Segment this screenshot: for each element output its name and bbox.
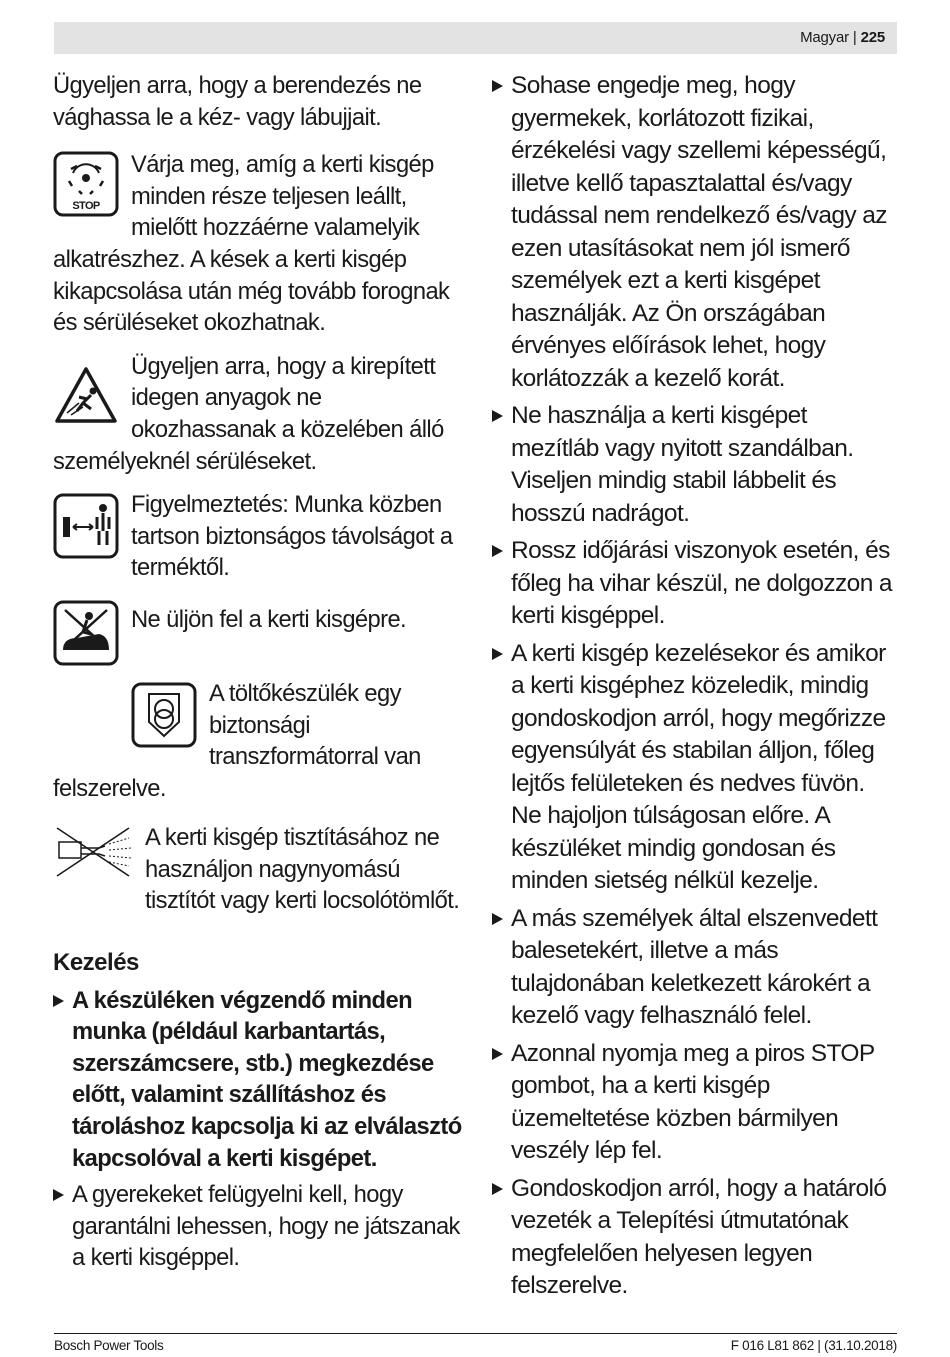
symbol-item-transformer — [53, 678, 463, 804]
bullet-item — [492, 400, 897, 530]
symbol-text-transformer: A töltőkészülék egy biztonsági transzformátorral van felszerelve. — [53, 679, 421, 802]
symbol-text-distance: Figyelmeztetés: Munka közben tartson biztonságos távolságot a terméktől. — [131, 491, 453, 582]
page-header-bar — [54, 22, 897, 54]
left-column — [53, 70, 463, 1279]
stop-rotation-icon — [53, 151, 119, 226]
bullet-item — [492, 1038, 897, 1168]
bullet-item — [53, 985, 463, 1175]
bullet-triangle-icon — [53, 1189, 64, 1201]
symbol-item-debris — [53, 351, 463, 477]
header-separator: | — [848, 29, 861, 46]
footer-doc-code: F 016 L81 862 | (31.10.2018) — [730, 1338, 897, 1353]
bullet-triangle-icon — [492, 410, 503, 422]
no-riding-icon — [53, 600, 119, 675]
symbol-text-debris: Ügyeljen arra, hogy a kirepített idegen anyagok ne okozhassanak a közelében álló személyeknél sérüléseket. — [53, 352, 444, 475]
no-pressure-washer-icon — [53, 826, 133, 887]
bullet-triangle-icon — [492, 1048, 503, 1060]
symbol-item-stop — [53, 149, 463, 339]
symbol-item-distance — [53, 489, 463, 584]
bullet-item — [492, 638, 897, 898]
bullet-triangle-icon — [492, 545, 503, 557]
symbol-text-no-washer: A kerti kisgép tisztításához ne használjon nagynyomású tisztítót vagy kerti locsolótömlőt. — [145, 824, 460, 915]
bullet-text: Ne használja a kerti kisgépet mezítláb vagy nyitott szandálban. Viseljen mindig stabil lábbelit és hosszú nadrágot. — [511, 402, 854, 527]
bullet-triangle-icon — [53, 995, 64, 1007]
symbol-text-no-riding: Ne üljön fel a kerti kisgépre. — [131, 605, 407, 633]
bullet-triangle-icon — [492, 80, 503, 92]
bullet-text: Sohase engedje meg, hogy gyermekek, korlátozott fizikai, érzékelési vagy szellemi képességű, illetve kellő tapasztalattal és/vagy tudással nem rendelkező és/vagy az ezen utasításokat nem jól ismerő személyek ezt a kerti kisgépet használják. Az Ön országában érvényes előírások lehet, hogy korlátozzák a kezelő korát. — [511, 72, 887, 392]
bullet-item — [53, 1179, 463, 1274]
footer-brand: Bosch Power Tools — [54, 1338, 164, 1353]
safety-transformer-icon — [131, 682, 197, 757]
bullet-text: A gyerekeket felügyelni kell, hogy garantálni lehessen, hogy ne játszanak a kerti kisgéppel. — [72, 1181, 460, 1272]
bullet-triangle-icon — [492, 913, 503, 925]
bullet-text: A készüléken végzendő minden munka (például karbantartás, szerszámcsere, stb.) megkezdése előtt, valamint szállításhoz és tároláshoz kapcsolja ki az elválasztó kapcsolóval a kerti kisgépet. — [72, 986, 462, 1172]
symbol-item-no-riding — [53, 604, 463, 670]
bullet-text: Rossz időjárási viszonyok esetén, és főleg ha vihar készül, ne dolgozzon a kerti kisgéppel. — [511, 537, 892, 629]
bullet-item — [492, 535, 897, 633]
header-language: Magyar — [800, 29, 849, 46]
right-column — [492, 70, 897, 1308]
page-number: 225 — [860, 29, 885, 46]
safe-distance-icon — [53, 493, 119, 568]
intro-text: Ügyeljen arra, hogy a berendezés ne vághassa le a kéz- vagy lábujjait. — [53, 72, 422, 131]
bullet-triangle-icon — [492, 1183, 503, 1195]
bullet-text: Azonnal nyomja meg a piros STOP gombot, ha a kerti kisgép üzemeltetése közben bármilyen veszély lép fel. — [511, 1039, 875, 1164]
bullet-item — [492, 1173, 897, 1303]
symbol-item-no-washer — [53, 822, 463, 917]
svg-text:STOP: STOP — [72, 200, 100, 213]
page-header-text — [800, 29, 885, 46]
bullet-item — [492, 70, 897, 395]
bullet-triangle-icon — [492, 648, 503, 660]
section-title-kezeles: Kezelés — [53, 949, 139, 977]
bullet-text: A kerti kisgép kezelésekor és amikor a kerti kisgéphez közeledik, mindig gondoskodjon arról, hogy megőrizze egyensúlyát és stabilan álljon, főleg lejtős felületeken és nedves füvön. Ne hajoljon túlságosan előre. A készüléket mindig gondosan és minden sietség nélkül kezelje. — [511, 639, 886, 894]
bullet-item — [492, 903, 897, 1033]
flying-debris-warning-icon — [53, 365, 119, 436]
footer-rule — [54, 1333, 897, 1334]
bullet-text: A más személyek által elszenvedett balesetekért, illetve a más tulajdonában keletkezett károkért a kezelő vagy felhasználó felel. — [511, 904, 878, 1029]
symbol-text-stop: Várja meg, amíg a kerti kisgép minden része teljesen leállt, mielőtt hozzáérne valamelyik alkatrészhez. A kések a kerti kisgép kikapcsolása után még tovább forognak és sérüléseket okozhatnak. — [53, 151, 450, 337]
bullet-text: Gondoskodjon arról, hogy a határoló vezeték a Telepítési útmutatónak megfelelően helyesen legyen felszerelve. — [511, 1174, 887, 1299]
